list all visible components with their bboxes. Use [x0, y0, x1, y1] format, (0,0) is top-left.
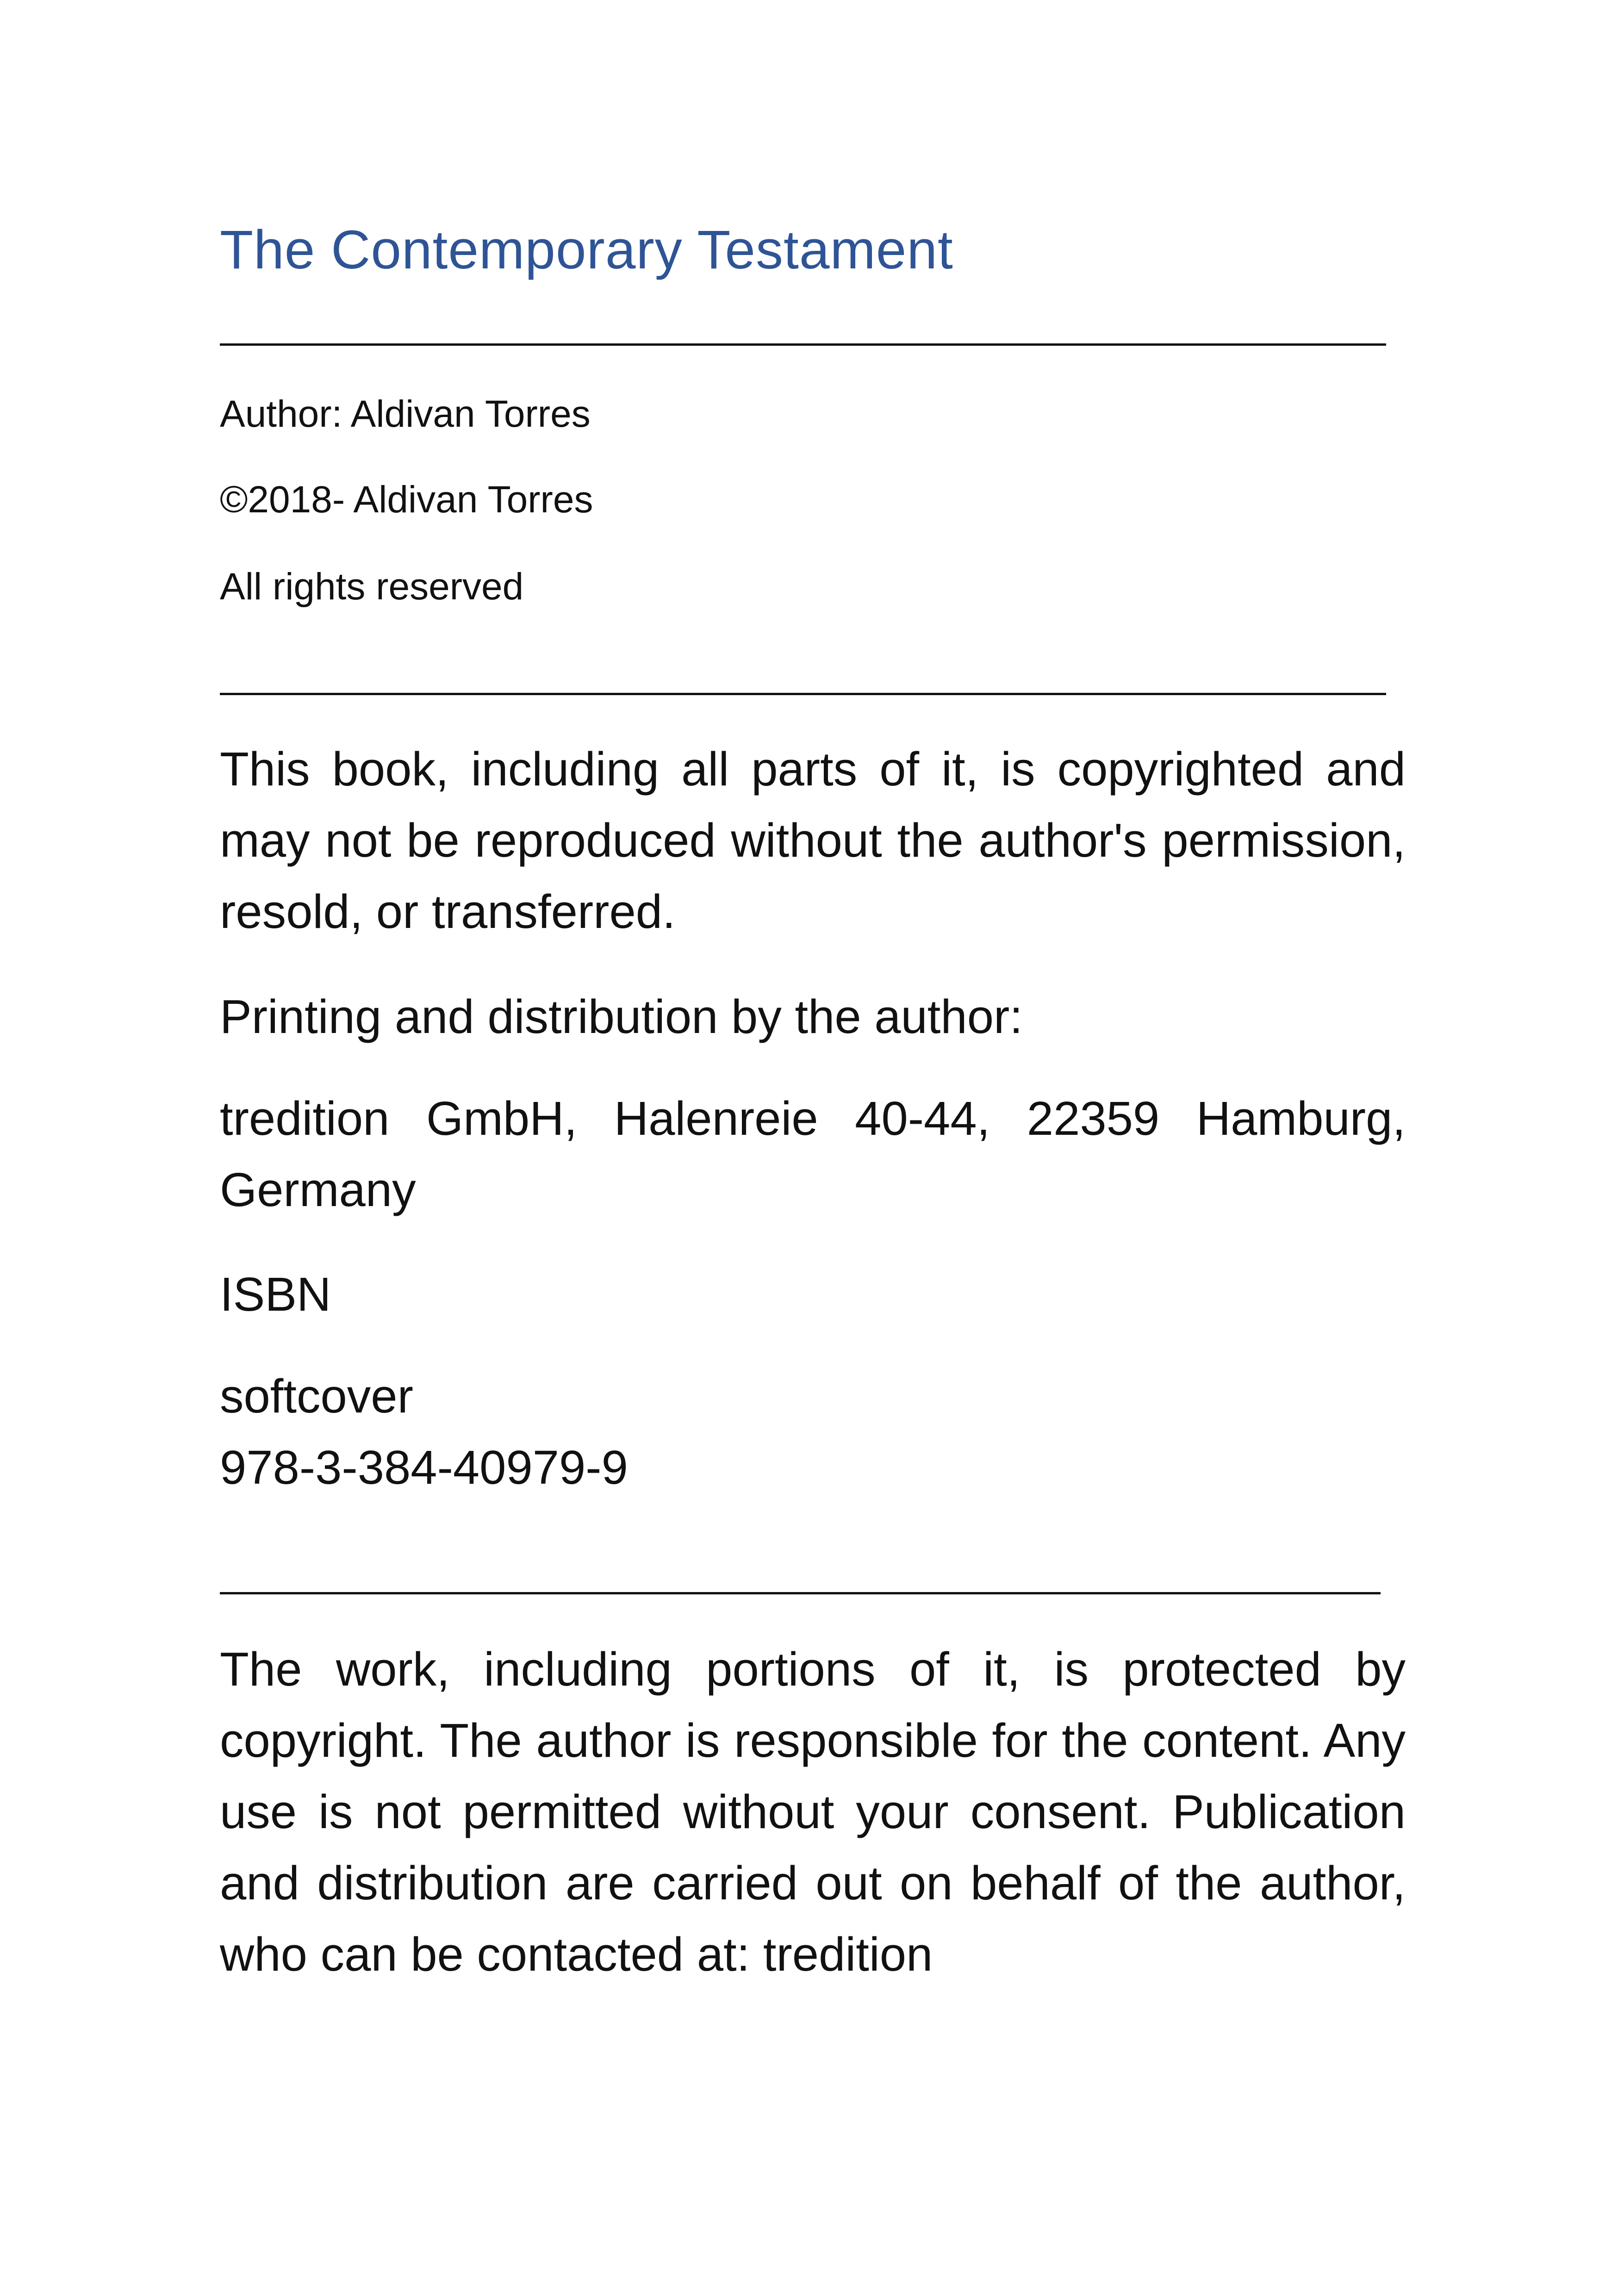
author-line: Author: Aldivan Torres: [220, 393, 591, 435]
copyright-notice-paragraph: This book, including all parts of it, is copyrighted and may not be reproduced without the author's permission, resold, or transferred.: [220, 742, 1406, 938]
work-protection-paragraph: The work, including portions of it, is protected by copyright. The author is responsible for the content. Any use is not permitted without your consent. Publication and distribution are carried out on behalf of the author, who can be contacted at: tredition: [220, 1643, 1406, 1981]
horizontal-divider: [220, 343, 1386, 346]
publisher-address: tredition GmbH, Halenreie 40-44, 22359 Hamburg, Germany: [220, 1092, 1406, 1216]
isbn-label: ISBN: [220, 1268, 331, 1321]
horizontal-divider: [220, 1592, 1381, 1594]
rights-line: All rights reserved: [220, 566, 524, 608]
horizontal-divider: [220, 693, 1386, 695]
document-title: The Contemporary Testament: [220, 219, 953, 280]
format-label: softcover: [220, 1369, 413, 1423]
copyright-line: ©2018- Aldivan Torres: [220, 479, 593, 521]
isbn-number: 978-3-384-40979-9: [220, 1441, 628, 1494]
printing-distribution-line: Printing and distribution by the author:: [220, 990, 1023, 1043]
